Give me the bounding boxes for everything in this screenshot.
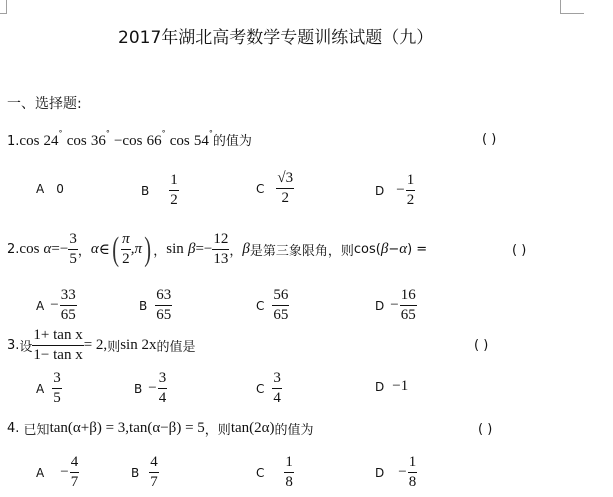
q3-option-b[interactable] — [134, 370, 167, 407]
math-text: =− — [195, 241, 213, 257]
math-text: cos — [19, 133, 40, 149]
fraction-numerator: 1+ tan x — [32, 327, 83, 346]
math-text: =− — [51, 241, 69, 257]
option-label: B — [139, 298, 148, 313]
degree-symbol: ° — [208, 129, 213, 138]
option-label: B — [141, 183, 150, 198]
fraction-denominator: 2 — [170, 192, 178, 208]
fraction-denominator: 65 — [400, 307, 416, 323]
fraction-denominator: 5 — [69, 251, 77, 267]
math-text: α — [399, 241, 408, 257]
math-text: 36 — [90, 133, 106, 149]
fraction — [158, 370, 168, 407]
q1-option-c[interactable] — [256, 170, 294, 207]
math-text: ∈ — [98, 242, 110, 258]
fraction — [121, 231, 131, 268]
math-text: ， — [229, 244, 243, 259]
math-text: 已知 — [23, 423, 50, 438]
minus-sign: − — [390, 297, 399, 313]
math-text: tan(α−β) = 5 — [129, 420, 205, 436]
fraction — [149, 454, 159, 491]
fraction — [272, 370, 282, 407]
fraction-numerator: 12 — [212, 231, 229, 250]
math-text: 是第三象限角，则 — [249, 244, 354, 259]
fraction-numerator: 63 — [155, 287, 172, 306]
math-text: sin 2x — [120, 337, 157, 353]
math-text: sin — [166, 241, 184, 257]
math-text: 54 — [193, 133, 209, 149]
math-text: 4. — [7, 421, 20, 436]
answer-blank-q2[interactable]: ( ) — [512, 243, 527, 258]
fraction-numerator: 1 — [406, 172, 416, 191]
degree-symbol: ° — [161, 129, 166, 138]
fraction-denominator: 8 — [285, 474, 293, 490]
option-label: D — [375, 379, 385, 394]
fraction-denominator: 1− tan x — [33, 347, 83, 363]
option-label: C — [256, 298, 265, 313]
fraction — [32, 327, 83, 364]
fraction-numerator: 4 — [70, 454, 80, 473]
math-text: 设 — [19, 340, 33, 355]
math-text: ， — [204, 423, 218, 438]
minus-sign: − — [50, 297, 59, 313]
fraction-numerator: 16 — [400, 287, 417, 306]
q1-option-b[interactable] — [141, 172, 179, 209]
math-text: 则 — [217, 423, 231, 438]
minus-sign: − — [398, 464, 407, 480]
fraction-numerator: 1 — [408, 454, 418, 473]
fraction-numerator: 33 — [60, 287, 77, 306]
option-label: D — [375, 183, 385, 198]
fraction — [155, 287, 172, 324]
fraction-numerator: 3 — [68, 231, 78, 250]
option-label: B — [131, 465, 140, 480]
q2-option-a[interactable] — [36, 287, 77, 324]
fraction-numerator: 3 — [158, 370, 168, 389]
math-text: cos — [19, 241, 40, 257]
q4-option-a[interactable] — [36, 454, 79, 491]
question-3-stem — [7, 327, 195, 364]
minus-sign: − — [396, 182, 405, 198]
question-4-stem — [7, 419, 314, 438]
math-text: β — [187, 241, 196, 257]
q3-option-d[interactable] — [375, 378, 408, 395]
q1-option-d[interactable] — [375, 172, 415, 209]
option-label: A — [36, 298, 45, 313]
fraction-denominator: 13 — [213, 251, 229, 267]
math-text: 2. — [7, 242, 20, 257]
fraction — [212, 231, 229, 268]
math-text: α — [90, 241, 99, 257]
math-text: 的值是 — [156, 340, 196, 355]
minus-sign: − — [148, 380, 157, 396]
fraction-denominator: 65 — [156, 307, 172, 323]
fraction-denominator: 4 — [273, 390, 281, 406]
document-title: 2017年湖北高考数学专题训练试题（九） — [118, 28, 434, 48]
math-text: cos( — [353, 242, 381, 257]
math-text: α — [43, 241, 52, 257]
math-text: 的值为 — [274, 423, 314, 438]
fraction-numerator: √3 — [276, 170, 294, 189]
large-parenthesis: ) — [144, 230, 152, 268]
q3-option-a[interactable] — [36, 370, 62, 407]
math-text: 的值为 — [212, 134, 252, 149]
q1-option-a[interactable] — [36, 182, 76, 196]
fraction-numerator: 4 — [149, 454, 159, 473]
math-text: β — [380, 241, 389, 257]
math-text: ， — [77, 244, 91, 259]
fraction — [272, 287, 289, 324]
fraction-numerator: 56 — [272, 287, 289, 306]
fraction-denominator: 7 — [150, 474, 158, 490]
degree-symbol: ° — [105, 129, 110, 138]
math-text: ,π — [130, 241, 142, 257]
fraction-denominator: 5 — [53, 390, 61, 406]
answer-blank-q1[interactable]: ( ) — [482, 132, 497, 147]
math-text: − — [388, 242, 400, 257]
math-text: −cos — [113, 133, 143, 149]
fraction — [68, 231, 78, 268]
fraction — [169, 172, 179, 209]
option-label: C — [256, 381, 265, 396]
q4-option-d[interactable] — [375, 454, 417, 491]
fraction-numerator: 3 — [272, 370, 282, 389]
option-label: 0 — [56, 182, 64, 196]
answer-blank-q4[interactable]: ( ) — [478, 422, 493, 437]
option-label: A — [36, 381, 45, 396]
fraction — [60, 287, 77, 324]
option-label: A — [36, 465, 45, 480]
q2-option-d[interactable] — [375, 287, 417, 324]
math-text: ) = — [407, 242, 428, 257]
degree-symbol: ° — [58, 129, 63, 138]
math-text: ， — [153, 244, 167, 259]
fraction-denominator: 2 — [122, 251, 130, 267]
q3-option-c[interactable] — [256, 370, 282, 407]
fraction — [276, 170, 294, 207]
page-corner-mark-right — [560, 0, 584, 14]
option-label: C — [256, 181, 265, 196]
fraction-denominator: 65 — [60, 307, 76, 323]
q2-option-b[interactable] — [139, 287, 172, 324]
math-text: tan(2α) — [230, 420, 275, 436]
math-text: 则 — [107, 340, 121, 355]
math-text: = 2, — [83, 337, 108, 353]
fraction-denominator: 7 — [70, 474, 79, 490]
fraction-numerator: π — [121, 231, 131, 250]
fraction — [70, 454, 80, 491]
fraction — [408, 454, 418, 491]
math-text: cos — [66, 133, 87, 149]
fraction — [406, 172, 416, 209]
math-text: β — [242, 241, 250, 257]
question-2-stem — [7, 231, 427, 268]
q4-option-b[interactable] — [131, 454, 159, 491]
minus-sign: − — [60, 464, 69, 480]
page-corner-mark-left — [0, 0, 7, 14]
fraction-numerator: 3 — [52, 370, 62, 389]
option-label: D — [375, 465, 385, 480]
fraction-denominator: 2 — [406, 192, 415, 208]
math-text: 66 — [146, 133, 162, 149]
question-1-stem — [7, 130, 252, 150]
section-heading: 一、选择题: — [7, 96, 82, 112]
fraction — [400, 287, 417, 324]
option-label: D — [375, 298, 385, 313]
fraction-denominator: 4 — [158, 390, 167, 406]
fraction — [284, 454, 294, 491]
math-text: 24 — [43, 133, 59, 149]
math-text: tan(α+β) = 3, — [49, 420, 130, 436]
fraction-numerator: 1 — [169, 172, 179, 191]
q4-option-c[interactable] — [256, 454, 294, 491]
answer-blank-q3[interactable]: ( ) — [474, 338, 489, 353]
fraction-numerator: 1 — [284, 454, 294, 473]
fraction-denominator: 8 — [408, 474, 417, 490]
math-text: cos — [169, 133, 190, 149]
option-label: A — [36, 182, 45, 196]
q2-option-c[interactable] — [256, 287, 289, 324]
question-number: 1. — [7, 134, 20, 149]
fraction-denominator: 65 — [273, 307, 289, 323]
option-label: C — [256, 465, 265, 480]
option-label: B — [134, 381, 143, 396]
large-parenthesis: ( — [112, 230, 119, 268]
fraction-denominator: 2 — [281, 190, 289, 206]
math-text: −1 — [392, 378, 409, 394]
math-text: 3. — [7, 338, 20, 353]
fraction — [52, 370, 62, 407]
